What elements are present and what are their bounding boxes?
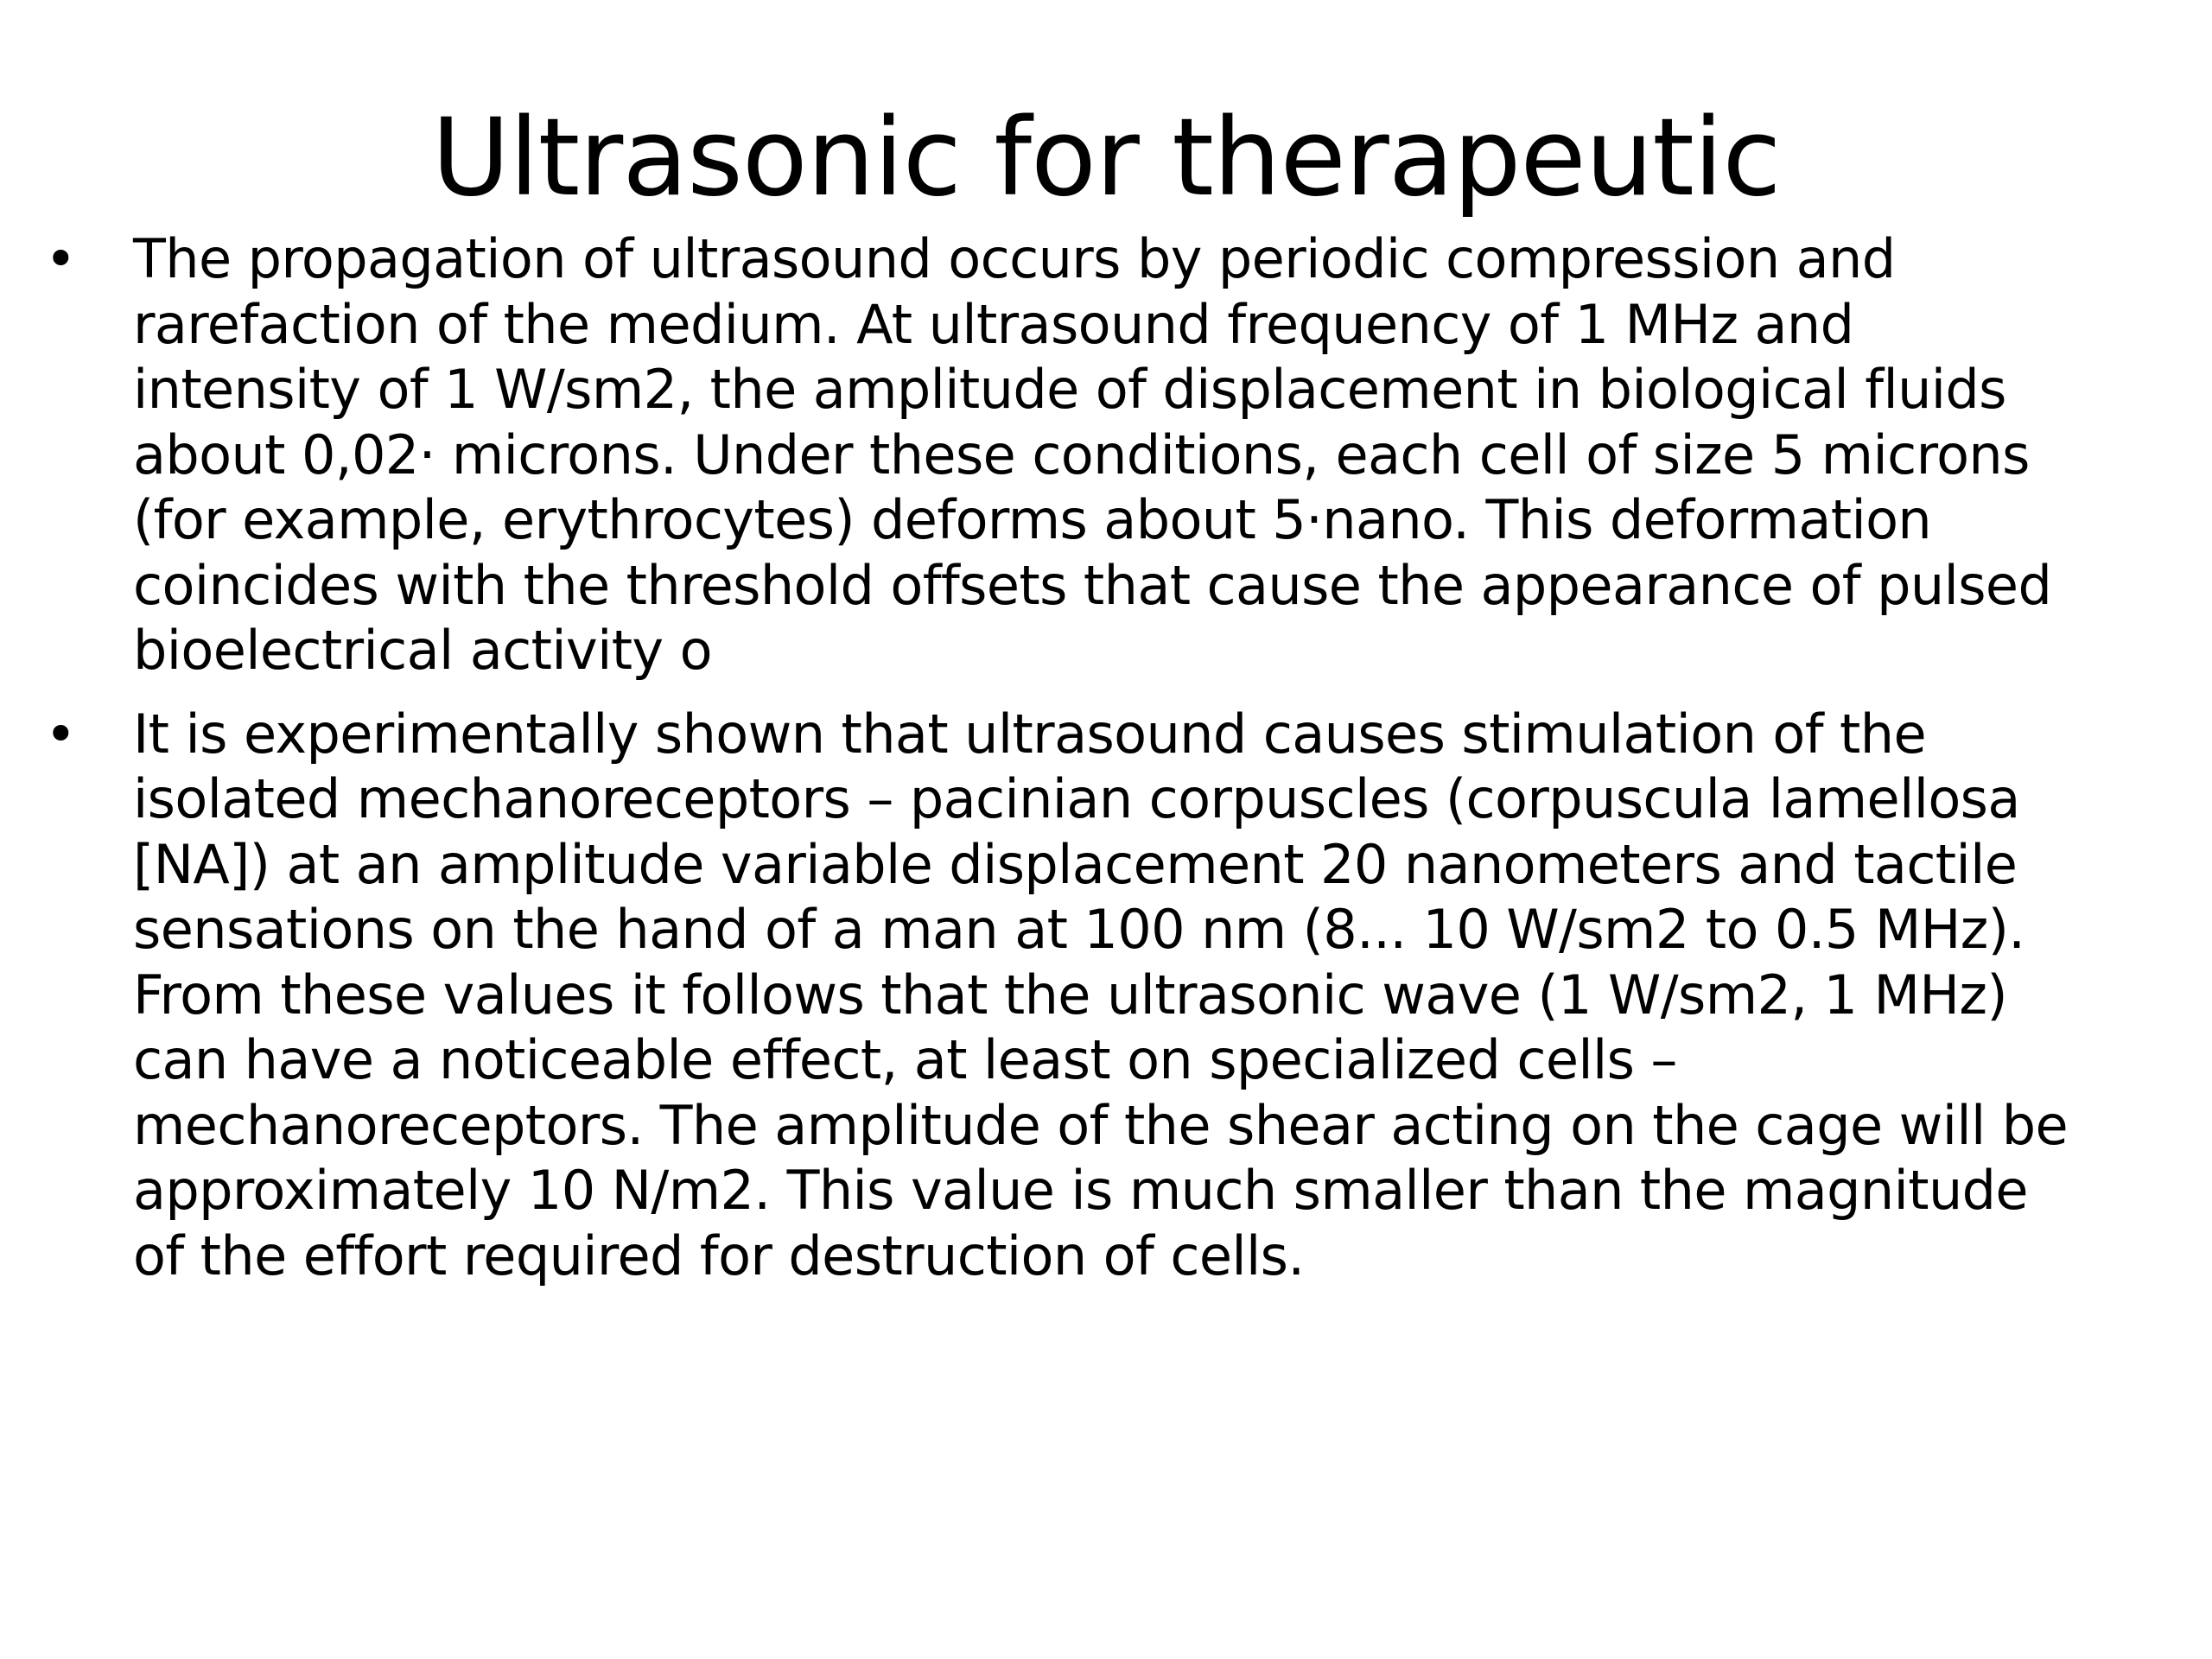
- bullet-item-propagation: [45, 226, 2171, 683]
- text-line: rarefaction of the medium. At ultrasound frequency of 1 MHz and: [133, 292, 1854, 356]
- text-line: It is experimentally shown that ultrasound causes stimulation of the: [133, 702, 1927, 766]
- text-line: The propagation of ultrasound occurs by periodic compression and: [133, 227, 1896, 290]
- text-line: mechanoreceptors. The amplitude of the shear acting on the cage will be: [133, 1093, 2068, 1157]
- bullet-marker: •: [45, 702, 76, 766]
- bullet-marker: •: [45, 227, 76, 290]
- text-line: coincides with the threshold offsets that cause the appearance of pulsed: [133, 553, 2052, 617]
- text-line: about 0,02· microns. Under these conditions, each cell of size 5 microns: [133, 423, 2030, 486]
- bullet-text: [133, 702, 2171, 1289]
- text-line: bioelectrical activity o: [133, 619, 712, 682]
- text-line: approximately 10 N/m2. This value is much smaller than the magnitude: [133, 1159, 2028, 1222]
- text-line: sensations on the hand of a man at 100 nm (8... 10 W/sm2 to 0.5 MHz).: [133, 898, 2025, 961]
- text-line: intensity of 1 W/sm2, the amplitude of displacement in biological fluids: [133, 358, 2006, 421]
- text-line: of the effort required for destruction of cells.: [133, 1224, 1305, 1287]
- bullet-text: [133, 226, 2171, 683]
- bullet-list: [45, 226, 2171, 1306]
- text-line: can have a noticeable effect, at least on specialized cells –: [133, 1028, 1677, 1091]
- text-line: (for example, erythrocytes) deforms about 5·nano. This deformation: [133, 488, 1932, 551]
- text-line: [NA]) at an amplitude variable displacement 20 nanometers and tactile: [133, 832, 2018, 896]
- text-line: From these values it follows that the ultrasonic wave (1 W/sm2, 1 MHz): [133, 963, 2007, 1027]
- bullet-item-experimental: [45, 702, 2171, 1289]
- slide-title: Ultrasonic for therapeutic: [431, 96, 1781, 220]
- text-line: isolated mechanoreceptors – pacinian corpuscles (corpuscula lamellosa: [133, 767, 2020, 830]
